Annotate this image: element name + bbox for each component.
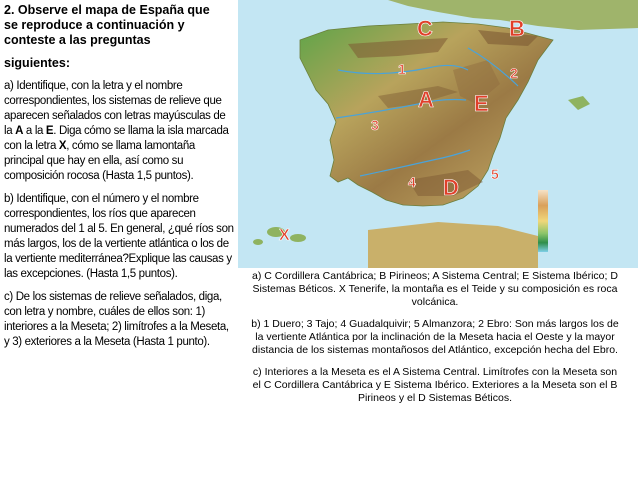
spain-relief-map: [238, 0, 638, 268]
label-2: 2: [510, 65, 518, 81]
question-c: c) De los sistemas de relieve señalados, diga, con letra y nombre, cuáles de ellos son: 1) interiores a la Meseta; 2) limítrofes a la Meseta, y 3) exteriores a la Meseta (Hasta 1 punto).: [4, 291, 229, 348]
answer-c: c) Interiores a la Meseta es el A Sistema Central. Limítrofes con la Meseta son el C Cordillera Cantábrica y E Sistema Ibérico. Exteriores a la Meseta son el B Pirineos y el D Sistemas Béticos.: [252, 366, 618, 404]
label-X: X: [279, 227, 290, 244]
question-a: a) Identifique, con la letra y el nombre correspondientes, los sistemas de relieve que aparecen señalados con letras mayúsculas de la A a la E. Diga cómo se llama la isla marcada con la letra X, cómo se llama lamontaña principal que hay en ella, así como su composición rocosa (Hasta 1,5 puntos).: [4, 80, 229, 182]
map-svg: [238, 0, 638, 268]
answer-b: b) 1 Duero; 3 Tajo; 4 Guadalquivir; 5 Almanzora; 2 Ebro: Son más largos los de la vertiente Atlántica por la inclinación de la Meseta hacia el Oeste y la mayor distancia de los sistemas montañosos del Atlántico, excepción hecha del Ebro.: [251, 318, 619, 356]
label-4: 4: [408, 174, 416, 190]
canary-island-3: [253, 239, 263, 245]
question-column: [4, 3, 236, 350]
question-subtitle: siguientes:: [4, 56, 70, 70]
label-1: 1: [398, 61, 406, 77]
label-3: 3: [371, 117, 379, 133]
answers-block: [250, 270, 620, 414]
question-title: 2. Observe el mapa de España que se reproduce a continuación y conteste a las preguntas: [4, 3, 210, 47]
label-C: C: [417, 16, 433, 41]
label-5: 5: [491, 166, 499, 182]
question-b: b) Identifique, con el número y el nombre correspondientes, los ríos que aparecen numerados del 1 al 5. En general, ¿qué ríos son más largos, los de la vertiente atlántica o los de la vertiente mediterránea?Explique las causas y las excepciones. (Hasta 1,5 puntos).: [4, 193, 234, 280]
label-E: E: [474, 91, 489, 116]
answer-a: a) C Cordillera Cantábrica; B Pirineos; A Sistema Central; E Sistema Ibérico; D Sistemas Béticos. X Tenerife, la montaña es el Teide y su composición es roca volcánica.: [252, 270, 618, 308]
label-D: D: [443, 175, 459, 200]
label-A: A: [418, 87, 434, 112]
label-B: B: [509, 16, 525, 41]
canary-island-2: [290, 234, 306, 242]
elevation-legend: [538, 190, 548, 252]
